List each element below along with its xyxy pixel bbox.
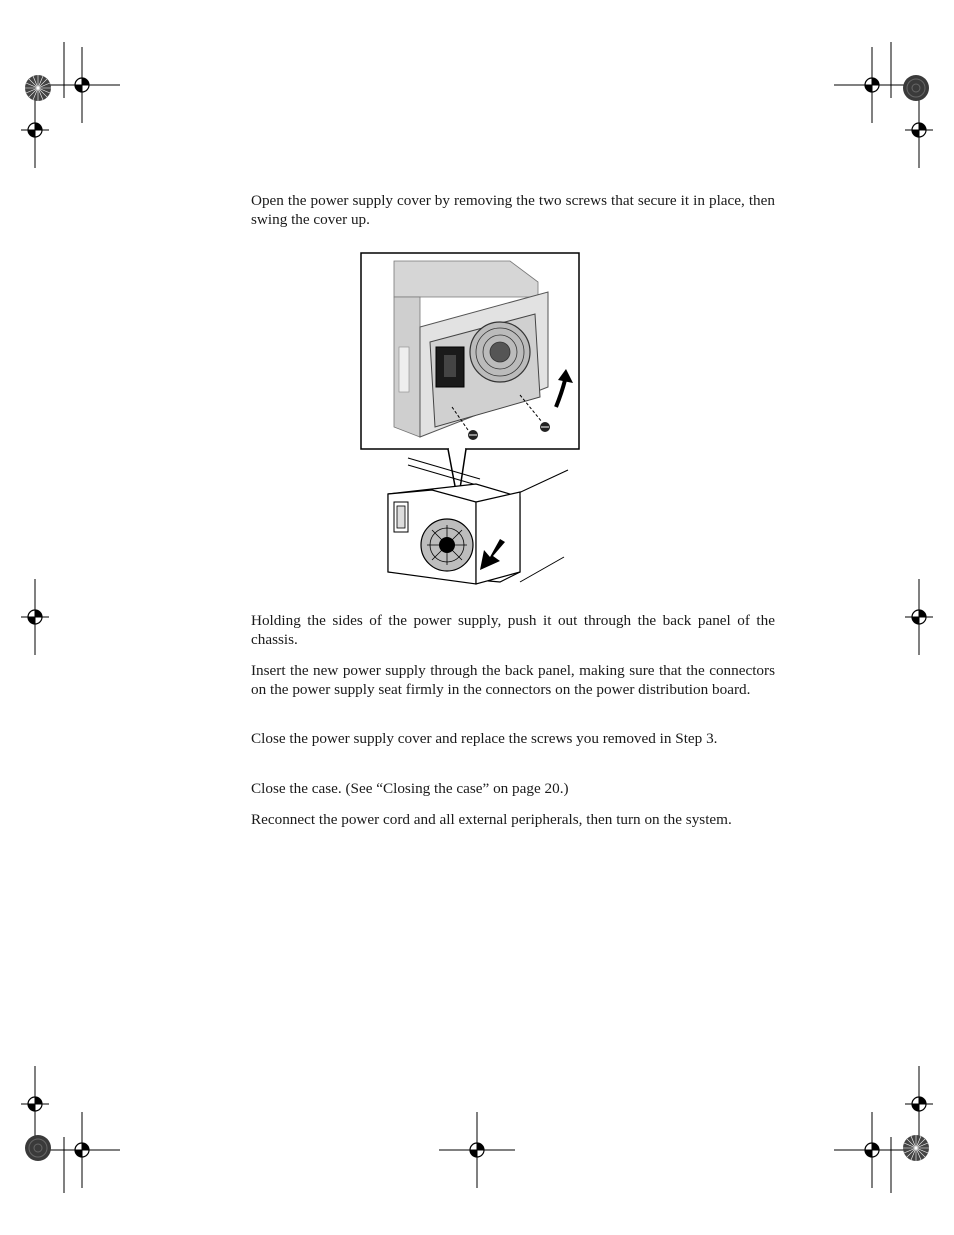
- screw-icon: [468, 430, 478, 440]
- power-supply-illustration: [360, 252, 582, 588]
- fan-grille-icon: [421, 519, 473, 571]
- instruction-step-close-cover: Close the power supply cover and replace the screws you removed in Step 3.: [251, 730, 718, 747]
- instruction-step-insert-new: Insert the new power supply through the back panel, making sure that the connectors on the power supply seat firmly in the connectors on the power distribution board.: [251, 662, 775, 698]
- instruction-step-push-out: Holding the sides of the power supply, push it out through the back panel of the chassis.: [251, 612, 775, 648]
- instruction-step-open-cover: Open the power supply cover by removing the two screws that secure it in place, then swing the cover up.: [251, 192, 775, 228]
- screw-icon: [540, 422, 550, 432]
- callout-detail: [361, 253, 579, 449]
- instruction-step-reconnect: Reconnect the power cord and all external peripherals, then turn on the system.: [251, 811, 732, 828]
- power-supply-unit: [388, 484, 520, 584]
- instruction-step-close-case: Close the case. (See “Closing the case” on page 20.): [251, 780, 569, 797]
- fan-grille-icon: [470, 322, 530, 382]
